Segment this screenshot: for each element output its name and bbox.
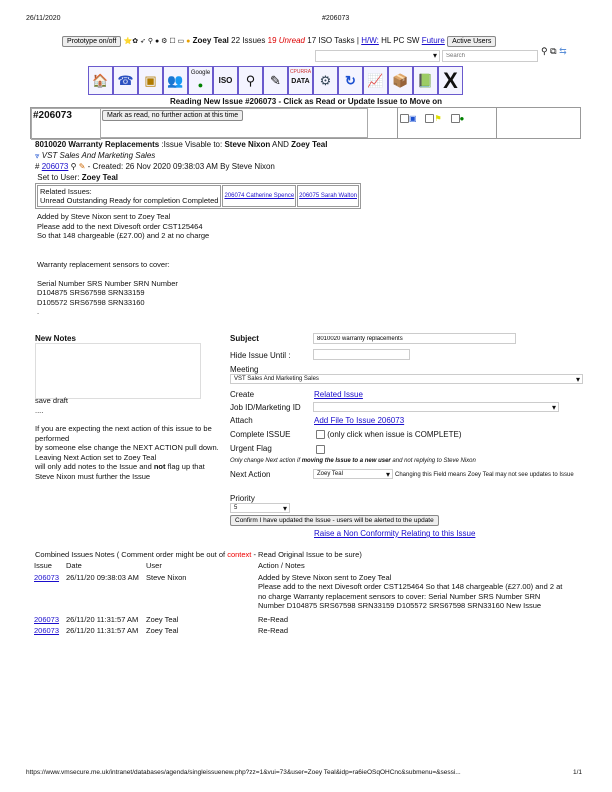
iso-icon[interactable] [213, 66, 238, 95]
body-line: So that 148 chargeable (£27.00) and 2 at no charge [37, 231, 210, 240]
treasure-icon[interactable]: ▣ [138, 66, 163, 95]
subject-label: Subject [230, 334, 259, 343]
body-line: Please add to the next Divesoft order CST125464 [37, 221, 203, 231]
job-id-label: Job ID/Marketing ID [230, 403, 301, 412]
close-icon[interactable]: X [438, 66, 463, 95]
body-line: D105572 SRS67598 SRN33160 [37, 297, 145, 307]
dots: .... [35, 405, 44, 415]
chart-icon[interactable]: 📈 [363, 66, 388, 95]
home-icon[interactable]: 🏠 [88, 66, 113, 95]
row-date: 26/11/20 11:31:57 AM [66, 614, 139, 624]
meeting-name: VST Sales And Marketing Sales [41, 151, 156, 160]
issue-link[interactable]: 206073 [34, 626, 60, 635]
row-notes: Re-Read [258, 626, 289, 635]
hw-link[interactable]: H/W: [361, 36, 379, 45]
help-text: Leaving Next Action set to Zoey Teal [35, 452, 157, 462]
issues-count[interactable]: 22 Issues [231, 36, 266, 45]
help-text-bold: not [153, 462, 166, 471]
notes-icon[interactable]: ✎ [263, 66, 288, 95]
flag-checkbox-1[interactable] [400, 114, 409, 123]
visible-user-1: Steve Nixon [224, 140, 271, 149]
combined-title-text: Combined Issues Notes ( Comment order might be out of [35, 550, 226, 559]
hint-text: Only change Next action if [230, 458, 301, 464]
users-icon[interactable]: 👥 [163, 66, 188, 95]
magnifier-icon[interactable]: ⚲ [238, 66, 263, 95]
related-issues-table [35, 183, 361, 209]
visible-label: :Issue Visable to: [161, 140, 223, 149]
issue-id-link[interactable]: 206073 [41, 162, 69, 171]
subject-input[interactable] [313, 333, 516, 344]
green-check-icon: ● [459, 114, 465, 123]
row-notes: Added by Steve Nixon sent to Zoey Teal [258, 572, 392, 582]
print-title: #206073 [322, 15, 350, 22]
urgent-checkbox[interactable] [316, 445, 325, 454]
meeting-select[interactable]: VST Sales And Marketing Sales ▾ [230, 374, 583, 384]
hash: # [35, 162, 40, 171]
book-icon[interactable]: 📗 [413, 66, 438, 95]
hide-until-input[interactable] [313, 349, 410, 360]
issue-link[interactable]: 206073 [34, 572, 60, 582]
and-text: AND [272, 140, 289, 149]
next-action-note: Changing this Field means Zoey Teal may not see updates to Issue [395, 472, 574, 478]
next-action-hint [230, 458, 476, 464]
help-text: will only add notes to the Issue and [35, 462, 152, 471]
table-header [33, 560, 578, 572]
row-user: Steve Nixon [146, 572, 187, 582]
help-text: flag up that Steve Nixon must further the Issue [35, 462, 205, 481]
top-bar [62, 36, 496, 47]
external-link-icon[interactable]: ⧉ [550, 46, 557, 56]
related-statuses: Unread Outstanding Ready for completion Completed [40, 196, 219, 205]
box-icon[interactable]: 📦 [388, 66, 413, 95]
row-date: 26/11/20 09:38:03 AM [66, 572, 139, 582]
related-issue-link[interactable]: 206074 Catherine Spence [224, 193, 295, 199]
yellow-flag-icon: ⚑ [434, 114, 442, 123]
notes-help [35, 396, 225, 481]
unread-label[interactable]: Unread [278, 36, 306, 45]
priority-select[interactable]: 5 ▾ [230, 503, 290, 513]
related-issue-link[interactable]: 206075 Sarah Walton [299, 193, 357, 199]
footer-page: 1/1 [573, 769, 583, 776]
active-users-button[interactable]: Active Users [447, 36, 496, 47]
google-icon[interactable]: Google ● [188, 66, 213, 95]
current-user: Zoey Teal [192, 36, 229, 45]
set-to-user: Zoey Teal [81, 173, 119, 182]
priority-label: Priority [230, 494, 255, 503]
combined-title [35, 550, 362, 559]
help-text: by someone else change the NEXT ACTION pull down. [35, 443, 219, 452]
row-notes: Please add to the next Divesoft order CST125464 So that 148 chargeable (£27.00) and 2 at no charge Warranty replacement sensors to cover: Serial Number SRS Number SRN Number D104875 SRS67598 SRN33159 D105572 SRS67598 SRN33160 New Issue [258, 582, 563, 610]
body-line: Warranty replacement sensors to cover: [37, 259, 170, 269]
hide-until-label: Hide Issue Until : [230, 351, 291, 360]
next-action-label: Next Action [230, 470, 271, 479]
help-text: If you are expecting the next action of this issue to be performed [35, 424, 212, 443]
row-user: Zoey Teal [146, 614, 179, 624]
phone-icon[interactable]: ☎ [113, 66, 138, 95]
filter-select[interactable] [315, 50, 440, 62]
edit-icon[interactable]: ✎ [78, 162, 86, 171]
refresh-icon[interactable]: ↻ [338, 66, 363, 95]
hint-text: and not replying to Steve Nixon [392, 458, 476, 464]
related-issue-link[interactable]: Related Issue [314, 390, 363, 399]
visible-user-2: Zoey Teal [291, 140, 328, 149]
body-line: Serial Number SRS Number SRN Number [37, 278, 178, 288]
status-icons: ⭐✿ ➶ ⚲ ● ⚙ ☐ ▭ ● [123, 38, 191, 45]
table-row [33, 625, 578, 637]
issue-details [35, 139, 327, 183]
complete-label: Complete ISSUE [230, 430, 291, 439]
issue-body [37, 212, 209, 317]
combined-notes-table [33, 560, 578, 637]
context-word: context [227, 550, 252, 559]
search-icon[interactable]: ⚲ [541, 46, 548, 56]
table-row [33, 572, 578, 614]
save-draft-link[interactable]: save draft [35, 396, 68, 405]
row-notes: Re-Read [258, 614, 289, 624]
issue-title: 8010020 Warranty Replacements [35, 140, 160, 149]
attachment-icon[interactable]: ⚲ [70, 162, 77, 171]
row-date: 26/11/20 11:31:57 AM [66, 626, 139, 635]
combined-title-text: - Read Original Issue to be sure) [253, 550, 362, 559]
attach-label: Attach [230, 416, 253, 425]
email-flag-icon: ▣ [409, 114, 417, 123]
set-to-label: Set to User: [37, 173, 80, 182]
meeting-label: Meeting [230, 365, 259, 374]
hint-bold: moving the Issue to a new user [301, 458, 391, 464]
print-date: 26/11/2020 [26, 15, 61, 22]
body-line: Added by Steve Nixon sent to Zoey Teal [37, 212, 171, 221]
refresh-arrows-icon[interactable]: ⇆ [559, 46, 567, 56]
prototype-toggle-button[interactable]: Prototype on/off [62, 36, 121, 47]
row-user: Zoey Teal [146, 626, 179, 635]
flag-box [397, 107, 581, 139]
col-user: User [146, 561, 162, 570]
confirm-update-button[interactable]: Confirm I have updated the Issue - users will be alerted to the update [230, 515, 439, 526]
cpurra-data-icon[interactable] [288, 66, 313, 95]
footer-url: https://www.vmsecure.me.uk/intranet/databases/agenda/singleissuenew.php?zz=1&vui=73&user=Zoey Teal&idp=ra6ieOSqOHCnc&submenu=&sessi... [26, 769, 461, 776]
body-line: D104875 SRS67598 SRN33159 [37, 288, 145, 297]
future-link[interactable]: Future [421, 36, 445, 45]
google-label: Google [190, 70, 211, 76]
body-line: . [37, 307, 40, 316]
new-notes-label: New Notes [35, 334, 76, 343]
create-label: Create [230, 390, 255, 399]
job-id-select[interactable] [313, 402, 559, 412]
col-notes: Action / Notes [258, 561, 305, 570]
unread-count: 19 [267, 36, 277, 45]
table-row [33, 614, 578, 626]
mark-read-button[interactable]: Mark as read, no further action at this time [102, 110, 243, 121]
complete-checkbox[interactable] [316, 430, 325, 439]
created-info: - Created: 26 Nov 2020 09:38:03 AM By Steve Nixon [87, 162, 275, 171]
issue-id: #206073 [31, 108, 101, 140]
complete-note: (only click when issue is COMPLETE) [327, 430, 462, 439]
raise-nonconformity-link[interactable]: Raise a Non Conformity Relating to this Issue [314, 529, 476, 538]
col-date: Date [66, 561, 82, 570]
related-label: Related Issues: [40, 187, 92, 196]
hw-categories: HL PC SW [381, 36, 420, 45]
new-notes-textarea[interactable] [35, 343, 201, 399]
flag-checkbox-3[interactable] [451, 114, 460, 123]
iso-label: ISO [218, 76, 233, 85]
meeting-icon: ⩔ [35, 151, 40, 160]
next-action-select[interactable]: Zoey Teal ▾ [313, 469, 393, 479]
cpurra-label: CPURRA [289, 69, 312, 75]
data-label: DATA [291, 78, 310, 85]
iso-tasks[interactable]: 17 ISO Tasks | [307, 36, 359, 45]
search-input[interactable] [442, 50, 538, 62]
banner: Reading New Issue #206073 - Click as Read or Update Issue to Move on [169, 97, 443, 106]
add-file-link[interactable]: Add File To Issue 206073 [314, 416, 405, 425]
col-issue: Issue [34, 561, 52, 570]
urgent-label: Urgent Flag [230, 444, 272, 453]
issue-link[interactable]: 206073 [34, 614, 60, 624]
gears-icon[interactable]: ⚙ [313, 66, 338, 95]
